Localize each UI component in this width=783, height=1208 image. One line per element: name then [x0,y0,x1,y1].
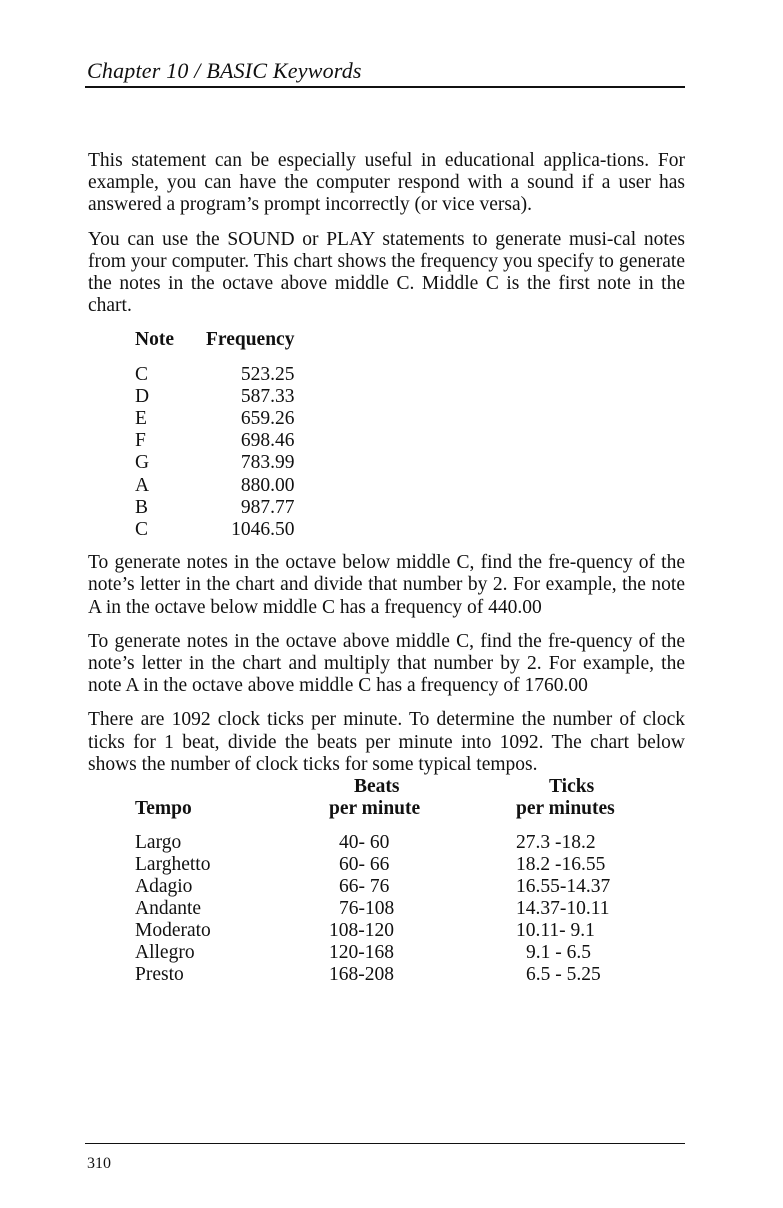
ticks-cell: 18.2 -16.55 [516,854,606,876]
ticks-cell: 27.3 -18.2 [516,832,596,854]
note-cell: D [135,385,150,407]
tempo-cell: Largo [135,832,182,854]
frequency-cell: 587.33 [240,385,295,407]
paragraph: To generate notes in the octave below middle C, find the fre-quency of the note’s letter in the chart and divide that number by 2. For example, the note A in the octave below middle C has a frequency of 440.00 [88,552,685,618]
note-cell: A [135,474,150,496]
table-row [135,364,294,386]
table-row [135,964,615,986]
note-cell: G [135,452,150,474]
table-header: Beats [354,776,400,798]
tempo-cell: Allegro [135,942,195,964]
note-cell: F [135,430,146,452]
paragraph: There are 1092 clock ticks per minute. To determine the number of clock ticks for 1 beat, divide the beats per minute into 1092. The chart below shows the number of clock ticks for some typical tempos. [88,709,685,775]
table-row [135,920,615,942]
tempo-cell: Moderato [135,920,211,942]
ticks-cell: 10.11- 9.1 [516,920,595,942]
frequency-cell: 659.26 [240,408,295,430]
paragraph: You can use the SOUND or PLAY statements to generate musi-cal notes from your computer. This chart shows the frequency you specify to generate the notes in the octave above middle C. Middle C is the first note in the chart. [88,228,685,317]
beats-cell: 108-120 [329,920,394,942]
tempo-cell: Presto [135,964,184,986]
table-header: Tempo [135,798,192,820]
beats-cell: 120-168 [329,942,394,964]
ticks-cell: 16.55-14.37 [516,876,611,898]
table-row [135,386,294,408]
ticks-cell: 9.1 - 6.5 [526,942,591,964]
note-frequency-table [135,329,294,541]
note-cell: C [135,519,149,541]
table-header: Note [135,329,174,351]
page-number: 310 [87,1155,111,1172]
footer-rule [85,1143,685,1144]
tempo-cell: Andante [135,898,202,920]
tempo-cell: Larghetto [135,854,211,876]
table-row [135,832,615,854]
header-rule [85,86,685,88]
ticks-cell: 14.37-10.11 [516,898,610,920]
frequency-cell: 987.77 [240,496,295,518]
table-row [135,430,294,452]
beats-cell: 76-108 [339,898,395,920]
table-row [135,898,615,920]
tempo-cell: Adagio [135,876,193,898]
page-body [88,150,685,986]
table-header: Frequency [206,329,295,351]
note-cell: B [135,496,149,518]
beats-cell: 60- 66 [339,854,390,876]
table-header: per minutes [516,798,615,820]
paragraph: This statement can be especially useful in educational applica-tions. For example, you can have the computer respond with a sound if a user has answered a program’s prompt incorrectly (or vice versa). [88,150,685,216]
frequency-cell: 523.25 [240,363,295,385]
frequency-cell: 698.46 [240,430,295,452]
ticks-cell: 6.5 - 5.25 [526,964,601,986]
note-cell: E [135,408,147,430]
table-row [135,876,615,898]
table-row [135,854,615,876]
frequency-cell: 783.99 [240,452,295,474]
running-header: Chapter 10 / BASIC Keywords [87,58,362,83]
table-row [135,942,615,964]
note-frequency-chart [88,329,685,541]
table-header: per minute [329,798,421,820]
table-row [135,497,294,519]
table-row [135,452,294,474]
table-row [135,408,294,430]
beats-cell: 168-208 [329,964,394,986]
beats-cell: 66- 76 [339,876,390,898]
paragraph: To generate notes in the octave above middle C, find the fre-quency of the note’s letter in the chart and multiply that number by 2. For example, the note A in the octave above middle C has a frequency of 1760.00 [88,630,685,697]
note-cell: C [135,363,149,385]
tempo-ticks-table [135,776,615,986]
table-row [135,475,294,497]
frequency-cell: 1046.50 [231,519,295,541]
frequency-cell: 880.00 [240,474,295,496]
table-row [135,519,294,541]
beats-cell: 40- 60 [339,832,390,854]
table-header: Ticks [549,776,595,798]
